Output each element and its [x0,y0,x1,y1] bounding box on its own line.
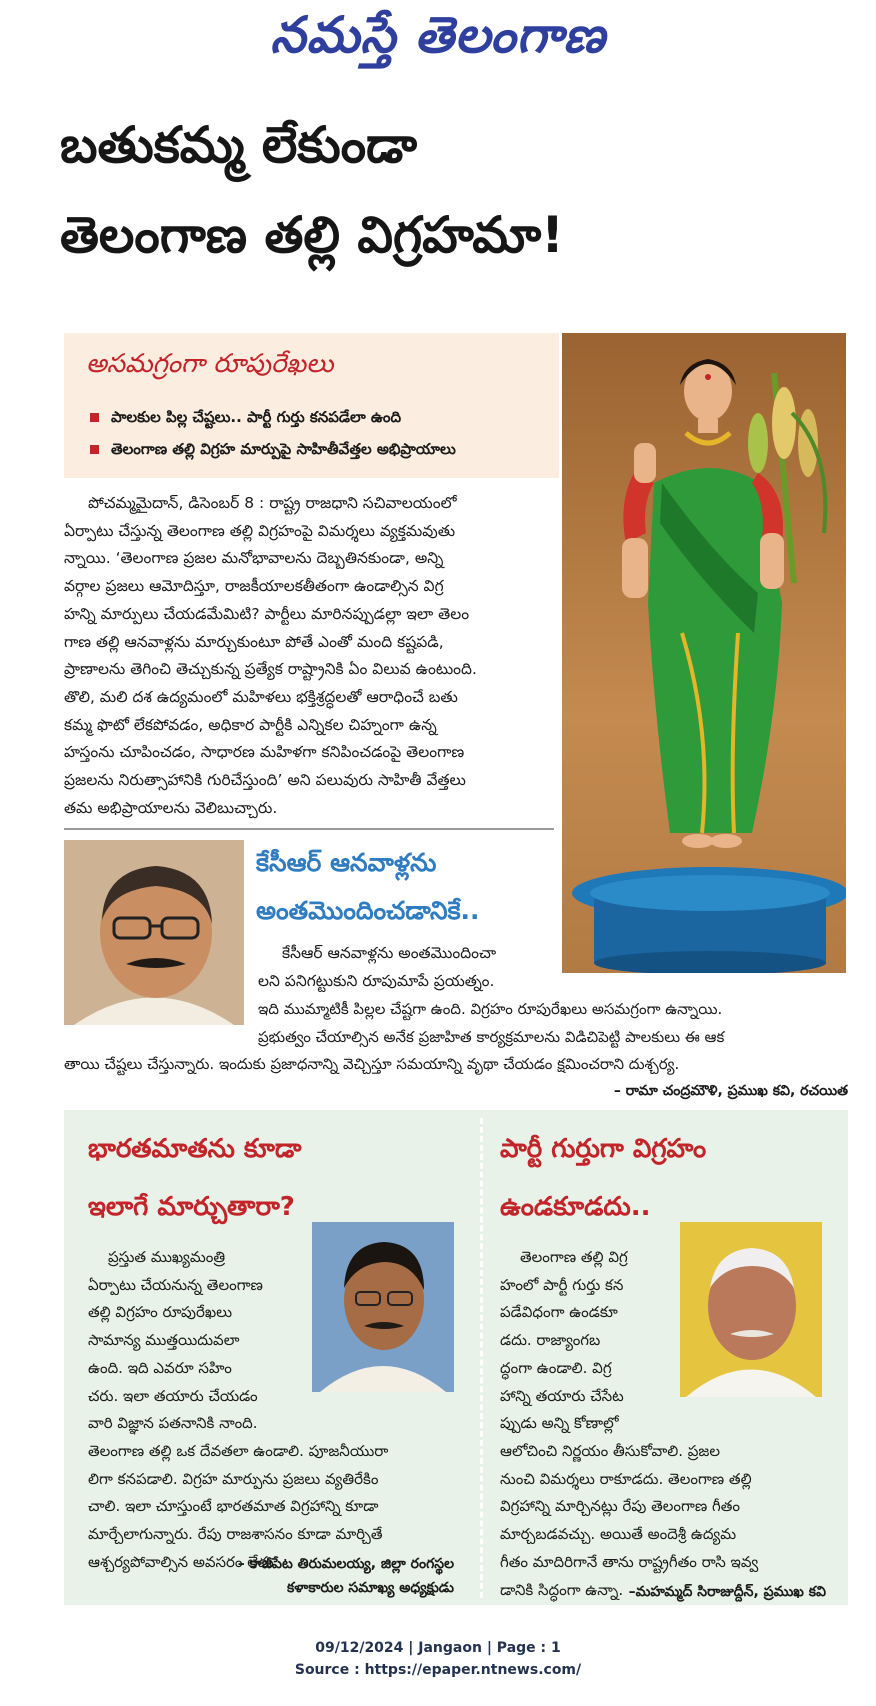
footer-source-link[interactable]: Source : https://epaper.ntnews.com/ [294,1662,582,1678]
section2-subhead-line-2: ఇలాగే మార్చుతారా? [88,1192,295,1222]
author-photo-ramachandramouli [64,840,244,1025]
section3-line: డానికి సిద్ధంగా ఉన్నా. [500,1580,624,1599]
section3-line: ద్ధంగా ఉండాలి. విగ్ర [500,1358,612,1377]
section1-line: ఇది ముమ్మాటికీ పిల్లల చేష్టగా ఉంది. విగ్రహం రూపురేఖలు అసమగ్రంగా ఉన్నాయి. [258,1000,723,1018]
section2-line: వారి విజ్ఞాన పతనానికి నాంది. [88,1414,258,1433]
intro-line: హస్తంను చూపించడం, సాధారణ మహిళగా కనిపించడంపై తెలంగాణ [64,743,465,762]
intro-line: గాణ తల్లి ఆనవాళ్లను మార్చుకుంటూ పోతే ఎంతో మంది కష్టపడి, [64,632,444,651]
intro-line: ప్రాణాలను తెగించి తెచ్చుకున్న ప్రత్యేక రాష్ట్రానికి ఏం విలువ ఉంటుంది. [64,660,477,679]
intro-line: పోచమ్మమైదాన్, డిసెంబర్ 8 : రాష్ట్ర రాజధాని సచివాలయంలో [88,494,457,512]
portrait-illustration [64,840,244,1025]
section3-line: పడేవిధంగా ఉండకూ [500,1303,618,1322]
intro-line: తమ అభిప్రాయాలను వెలిబుచ్చారు. [64,798,278,817]
section3-line: తెలంగాణ తల్లి విగ్ర [520,1248,628,1266]
section2-narrow-text [88,1244,303,1438]
section2-line: తల్లి విగ్రహం రూపురేఖలు [88,1303,233,1322]
section2-line: ఏర్పాటు చేయనున్న తెలంగాణ [88,1275,263,1294]
section2-line: చాలి. ఇలా చూస్తుంటే భారతమాత విగ్రహాన్ని కూడా [88,1497,379,1516]
column-divider [480,1118,483,1598]
statue-image [562,333,846,973]
section3-line: డదు. రాజ్యాంగబ [500,1331,601,1350]
intro-paragraph [64,490,552,822]
intro-line: తొలి, మలి దశ ఉద్యమంలో మహిళలు భక్తిశ్రద్ధలతో ఆరాధించే బతు [64,687,458,706]
section1-line: కేసీఆర్ ఆనవాళ్లను అంతమొందించా [282,944,497,962]
summary-subhead: అసమగ్రంగా రూపురేఖలు [86,349,334,379]
section2-line: మార్చేలాగున్నారు. రేపు రాజశాసనం కూడా మార్చితే [88,1525,383,1544]
section3-line: గీతం మాదిరిగానే తాను రాష్ట్రగీతం రాసి ఇవ్వ [500,1552,759,1571]
section1-line: తాయి చేష్టలు చేస్తున్నారు. ఇందుకు ప్రజాధనాన్ని వెచ్చిస్తూ సమయాన్ని వృథా చేయడం క్షమించరాని దుశ్చర్య. [64,1055,680,1073]
intro-line: హన్ని మార్పులు చేయడమేమిటి? పార్టీలు మారినప్పుడల్లా ఇలా తెలం [64,604,470,623]
section3-line: విగ్రహాన్ని మార్చినట్లు రేపు తెలంగాణ గీతం [500,1497,740,1516]
section2-line: లిగా కనపడాలి. విగ్రహ మార్పును ప్రజలు వ్యతిరేకిం [88,1469,379,1488]
section3-line: హాన్ని తయారు చేసేట [500,1386,624,1405]
section1-wide-text [258,996,848,1051]
section1-subhead-line-2: అంతమొందించడానికే.. [256,896,480,925]
section1-subhead-line-1: కేసీఆర్ ఆనవాళ్లను [256,848,437,877]
intro-line: న్నాయి. ‘తెలంగాణ ప్రజల మనోభావాలను దెబ్బతినకుండా, అన్ని [64,549,444,568]
section3-wide-text [500,1438,830,1604]
intro-line: ప్రజలను నిరుత్సాహానికి గురిచేస్తుంది’ అని పలువురు సాహితీ వేత్తలు [64,771,466,790]
summary-bullet: తెలంగాణ తల్లి విగ్రహ మార్పుపై సాహితీవేత్తల అభిప్రాయాలు [90,440,456,462]
section1-narrow-text [258,940,558,995]
section1-line: లని పనిగట్టుకుని రూపుమాపే ప్రయత్నం. [258,971,495,990]
section3-line: ఆలోచించి నిర్ణయం తీసుకోవాలి. ప్రజల [500,1442,720,1460]
intro-line: ఏర్పాటు చేస్తున్న తెలంగాణ తల్లి విగ్రహంపై విమర్శలు వ్యక్తమవుతు [64,521,456,540]
intro-line: వర్గాల ప్రజలు ఆమోదిస్తూ, రాజకీయాలకతీతంగా ఉండాల్సిన విగ్ర [64,577,444,596]
section3-narrow-text [500,1244,672,1438]
section3-subhead-line-2: ఉండకూడదు.. [500,1192,651,1222]
intro-line: కమ్మ ఫొటో లేకపోవడం, అధికార పార్టీకి ఎన్నికల చిహ్నంగా ఉన్న [64,715,437,734]
statue-illustration [562,333,846,973]
section2-line: ఆశ్చర్యపోవాల్సిన అవసరం లేదు. [88,1552,279,1571]
section3-byline: –మహమ్మద్ సిరాజుద్దీన్, ప్రముఖ కవి [628,1584,826,1600]
section2-line: ప్రస్తుత ముఖ్యమంత్రి [108,1248,226,1266]
section2-byline-2: కళాకారుల సమాఖ్య అధ్యక్షుడు [286,1580,454,1596]
section2-line: ఉంది. ఇది ఎవరూ సహిం [88,1358,232,1377]
portrait-illustration [312,1222,454,1392]
section3-line: నుంచి విమర్శలు రాకూడదు. తెలంగాణ తల్లి [500,1469,752,1488]
summary-bullet: పాలకుల పిల్ల చేష్టలు.. పార్టీ గుర్తు కనపడేలా ఉంది [90,408,401,430]
section3-line: ప్పుడు అన్ని కోణాల్లో [500,1414,619,1433]
author-photo-tirumalayya [312,1222,454,1392]
summary-box [64,333,559,478]
section1-byline: – రామా చంద్రమౌళి, ప్రముఖ కవి, రచయిత [613,1083,848,1099]
section2-byline-1: – కాజీపేట తిరుమలయ్య, జిల్లా రంగస్థల [237,1556,454,1572]
masthead-logo: నమస్తే తెలంగాణ [270,6,606,64]
footer-date-edition: 09/12/2024 | Jangaon | Page : 1 [315,1640,561,1656]
section2-line: తెలంగాణ తల్లి ఒక దేవతలా ఉండాలి. పూజనీయురా [88,1442,389,1460]
section-divider [64,828,554,830]
headline-line-1: బతుకమ్మ లేకుండా [60,116,418,174]
section3-subhead-line-1: పార్టీ గుర్తుగా విగ్రహం [500,1134,707,1164]
portrait-illustration [680,1222,822,1397]
author-photo-sirajuddin [680,1222,822,1397]
section3-line: హంలో పార్టీ గుర్తు కన [500,1275,624,1294]
section1-wide-text-cont [64,1051,848,1079]
section2-subhead-line-1: భారతమాతను కూడా [88,1134,302,1164]
section2-line: చరు. ఇలా తయారు చేయడం [88,1386,258,1405]
section2-line: సామాన్య ముత్తయిదువలా [88,1331,240,1350]
section1-line: ప్రభుత్వం చేయాల్సిన అనేక ప్రజాహిత కార్యక్రమాలను విడిచిపెట్టి పాలకులు ఈ ఆక [258,1027,725,1046]
headline-line-2: తెలంగాణ తల్లి విగ్రహమా! [60,206,564,264]
section3-line: మార్చబడవచ్చు. అయితే అందెశ్రీ ఉద్యమ [500,1525,737,1544]
